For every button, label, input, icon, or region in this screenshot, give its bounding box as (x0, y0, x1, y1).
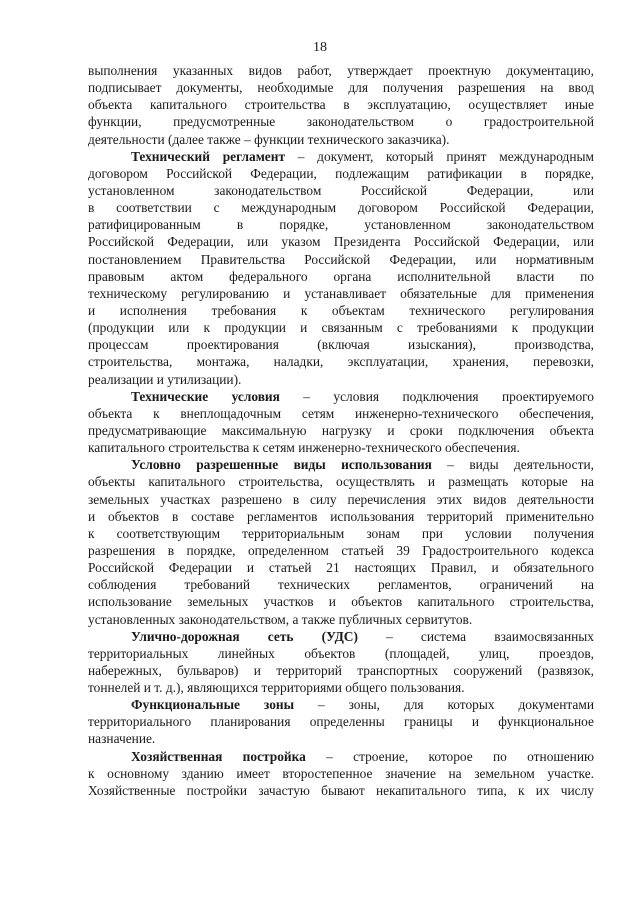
paragraph-start-line (88, 628, 594, 645)
text-line (88, 473, 594, 490)
text-line (88, 113, 594, 130)
text-line (88, 182, 594, 199)
line-text: Российской Федерации и статьей 21 настоящих Правил, и обязательного (88, 560, 594, 576)
paragraph-start-line (88, 148, 594, 165)
text-line (88, 491, 594, 508)
text-line (88, 285, 594, 302)
text-line (88, 302, 594, 319)
text-line (88, 131, 594, 148)
text-line (88, 319, 594, 336)
line-text: – условия подключения проектируемого (279, 388, 594, 404)
text-line (88, 371, 594, 388)
line-text: объекта капитального строительства в эксплуатацию, осуществляет иные (88, 97, 594, 113)
line-text: Хозяйственные постройки зачастую бывают некапитального типа, к их числу (88, 782, 594, 798)
line-text: процессам проектирования (включая изыскания), производства, (88, 337, 594, 353)
line-text: постановлением Правительства Российской Федерации, или нормативным (88, 251, 594, 267)
line-text: установленном законодательством Российской Федерации, или (88, 182, 594, 198)
defined-term: Условно разрешенные виды использования (131, 457, 432, 473)
line-text: тоннелей и т. д.), являющихся территориями общего пользования. (88, 680, 465, 696)
text-line (88, 508, 594, 525)
document-body-text (88, 62, 594, 799)
text-line (88, 439, 594, 456)
text-line (88, 730, 594, 747)
text-line (88, 525, 594, 542)
defined-term: Функциональные зоны (131, 697, 295, 713)
text-line (88, 233, 594, 250)
line-text: к соответствующим территориальным зонам при условии получения (88, 525, 594, 541)
text-line (88, 336, 594, 353)
text-line (88, 353, 594, 370)
defined-term: Технический регламент (131, 148, 286, 164)
text-line (88, 251, 594, 268)
line-text: Российской Федерации, или указом Президента Российской Федерации, или (88, 234, 594, 250)
text-line (88, 199, 594, 216)
line-text: ратифицированным в порядке, установленном законодательством (88, 217, 594, 233)
line-text: и исполнения требования к объектам технического регулирования (88, 302, 594, 318)
line-text: территориальных линейных объектов (площадей, улиц, проездов, (88, 645, 594, 661)
text-line (88, 559, 594, 576)
text-line (88, 765, 594, 782)
line-text: набережных, бульваров) и территорий транспортных сооружений (развязок, (88, 662, 594, 678)
line-text: техническому регулированию и устанавливает обязательные для применения (88, 285, 594, 301)
line-text: использование земельных участков и объектов капитального строительства, (88, 594, 594, 610)
defined-term: Технические условия (131, 388, 280, 404)
line-text: разрешения в порядке, определенном статьей 39 Градостроительного кодекса (88, 542, 594, 558)
line-text: договором Российской Федерации, подлежащим ратификации в порядке, (88, 165, 594, 181)
line-text: объекты капитального строительства, осуществлять и размещать которые на (88, 474, 594, 490)
defined-term: Хозяйственная постройка (131, 748, 306, 764)
line-text: реализации и утилизации). (88, 371, 242, 387)
text-line (88, 679, 594, 696)
text-line (88, 782, 594, 799)
line-text: соблюдения требований технических регламентов, ограничений на (88, 577, 594, 593)
line-text: строительства, монтажа, наладки, эксплуатации, хранения, перевозки, (88, 354, 594, 370)
line-text: правовым актом федерального органа исполнительной власти по (88, 268, 594, 284)
text-line (88, 79, 594, 96)
text-line (88, 611, 594, 628)
line-text: установленных законодательством, а также публичных сервитутов. (88, 611, 473, 627)
text-line (88, 542, 594, 559)
paragraph-start-line (88, 696, 594, 713)
line-text: (продукции или к продукции и связанным с требованиями к продукции (88, 320, 594, 336)
line-text: капитального строительства к сетям инженерно-технического обеспечения. (88, 440, 520, 456)
paragraph-start-line (88, 456, 594, 473)
defined-term: Улично-дорожная сеть (УДС) (131, 628, 358, 644)
line-text: земельных участках разрешено в силу перечисления этих видов деятельности (88, 491, 594, 507)
line-text: назначение. (88, 731, 156, 747)
text-line (88, 593, 594, 610)
page-number: 18 (313, 40, 327, 55)
line-text: выполнения указанных видов работ, утверждает проектную документацию, (88, 63, 594, 78)
line-text: в соответствии с международным договором Российской Федерации, (88, 200, 594, 216)
text-line (88, 268, 594, 285)
paragraph-start-line (88, 388, 594, 405)
text-line (88, 405, 594, 422)
line-text: – система взаимосвязанных (357, 628, 594, 644)
text-line (88, 62, 594, 79)
text-line (88, 576, 594, 593)
text-line (88, 216, 594, 233)
line-text: – виды деятельности, (431, 457, 594, 473)
line-text: и объектов в составе регламентов использования территорий применительно (88, 508, 594, 524)
text-line (88, 96, 594, 113)
line-text: подписывает документы, необходимые для получения разрешения на ввод (88, 80, 594, 96)
text-line (88, 713, 594, 730)
text-line (88, 645, 594, 662)
line-text: объекта к внеплощадочным сетям инженерно-технического обеспечения, (88, 405, 594, 421)
text-line (88, 422, 594, 439)
line-text: деятельности (далее также – функции технического заказчика). (88, 131, 450, 147)
paragraph-start-line (88, 748, 594, 765)
text-line (88, 165, 594, 182)
line-text: к основному зданию имеет второстепенное значение на земельном участке. (88, 765, 594, 781)
text-line (88, 662, 594, 679)
line-text: – документ, который принят международным (285, 148, 594, 164)
line-text: функции, предусмотренные законодательством о градостроительной (88, 114, 594, 130)
line-text: – строение, которое по отношению (305, 748, 594, 764)
line-text: – зоны, для которых документами (294, 697, 594, 713)
line-text: предусматривающие максимальную нагрузку и сроки подключения объекта (88, 422, 594, 438)
line-text: территориального планирования определенны границы и функциональное (88, 714, 594, 730)
